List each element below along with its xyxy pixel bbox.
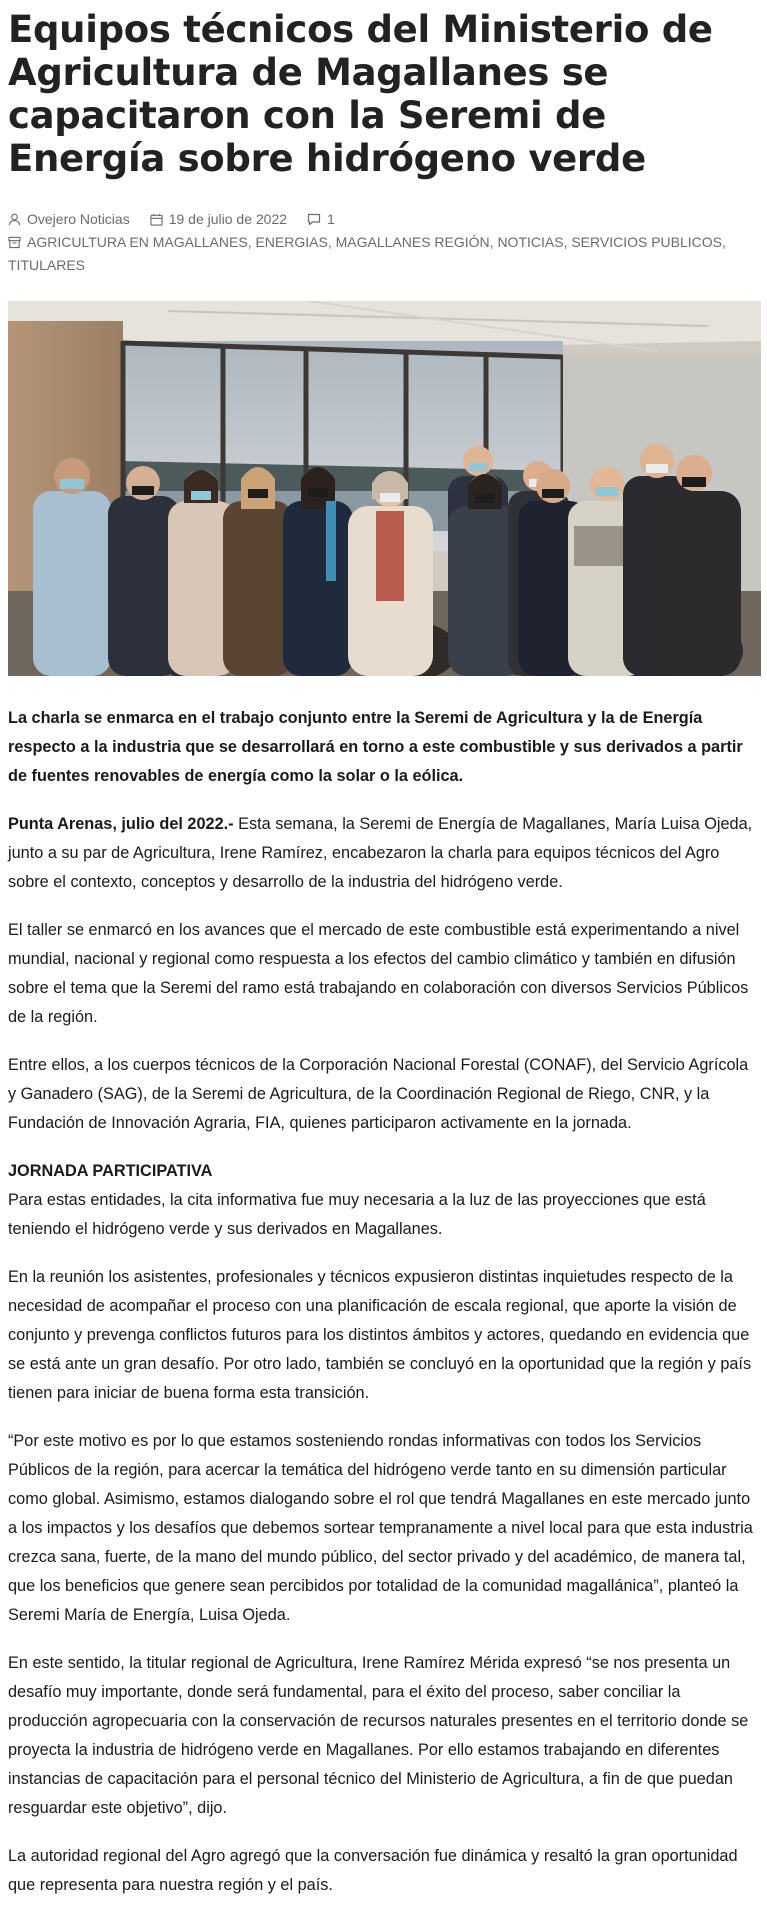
body-paragraph: Entre ellos, a los cuerpos técnicos de la Corporación Nacional Forestal (CONAF), del Servicio Agrícola y Ganadero (SAG), de la Seremi de Agricultura, de la Coordinación Regional de Riego, CNR, y la Fundación de Innovación Agraria, FIA, quienes participaron activamente en la jornada. (8, 1056, 749, 1132)
section-subheading: JORNADA PARTICIPATIVA (8, 1162, 213, 1180)
author-link[interactable]: Ovejero Noticias (27, 211, 130, 227)
comment-icon (307, 213, 321, 226)
user-icon (8, 213, 21, 226)
body-paragraph: “Por este motivo es por lo que estamos sosteniendo rondas informativas con todos los Servicios Públicos de la región, para acercar la temática del hidrógeno verde tanto en su dimensión particular como global. Asimismo, estamos dialogando sobre el rol que tendrá Magallanes en este mercado junto a los impactos y los desafíos que debemos sortear tempranamente a nivel local para que esta industria crezca sana, fuerte, de la mano del mundo público, del sector privado y del académico, de manera tal, que los beneficios que genere sean percibidos por totalidad de la comunidad magallánica”, planteó la Seremi María de Energía, Luisa Ojeda. (8, 1432, 753, 1624)
paragraph-text: Esta semana, la Seremi de Energía de Magallanes, María Luisa Ojeda, junto a su par de Agricultura, Irene Ramírez, encabezaron la charla para equipos técnicos del Agro sobre el contexto, conceptos y desarrollo de la industria del hidrógeno verde. (8, 815, 753, 891)
calendar-icon (150, 213, 163, 226)
category-link[interactable]: TITULARES (8, 257, 86, 273)
body-paragraph (8, 1157, 759, 1244)
dateline: Punta Arenas, julio del 2022.- (8, 815, 234, 833)
archive-icon (8, 236, 21, 249)
comments-link[interactable]: 1 (327, 211, 335, 227)
post-meta (8, 208, 759, 277)
category-link[interactable]: AGRICULTURA EN MAGALLANES (27, 234, 248, 250)
group-of-people (33, 444, 741, 676)
category-link[interactable]: ENERGIAS (255, 234, 328, 250)
body-paragraph: En la reunión los asistentes, profesionales y técnicos expusieron distintas inquietudes respecto de la necesidad de acompañar el proceso con una planificación de escala regional, que aporte la visión de conjunto y prevenga conflictos futuros para los distintos ámbitos y actores, quedando en evidencia que se está ante un gran desafío. Por otro lado, también se concluyó en la oportunidad que la región y país tienen para iniciar de buena forma esta transición. (8, 1268, 752, 1402)
body-paragraph: La autoridad regional del Agro agregó que la conversación fue dinámica y resaltó la gran oportunidad que representa para nuestra región y el país. (8, 1847, 738, 1894)
date-link[interactable]: 19 de julio de 2022 (168, 211, 288, 227)
category-link[interactable]: NOTICIAS (497, 234, 564, 250)
article-body (8, 704, 759, 1900)
body-paragraph (8, 810, 759, 897)
body-paragraph: En este sentido, la titular regional de Agricultura, Irene Ramírez Mérida expresó “se nos presenta un desafío muy importante, donde será fundamental, para el éxito del proceso, saber conciliar la producción agropecuaria con la conservación de recursos naturales presentes en el territorio donde se proyecta la industria de hidrógeno verde en Magallanes. Por ello estamos trabajando en diferentes instancias de capacitación para el personal técnico del Ministerio de Agricultura, a fin de que puedan resguardar este objetivo”, dijo. (8, 1654, 749, 1817)
featured-photo (8, 301, 761, 676)
meta-comments (307, 208, 335, 231)
meta-date (150, 208, 287, 231)
body-paragraph: El taller se enmarcó en los avances que el mercado de este combustible está experimentando a nivel mundial, nacional y regional como respuesta a los efectos del cambio climático y también en difusión sobre el tema que la Seremi del ramo está trabajando en colaboración con diversos Servicios Públicos de la región. (8, 921, 749, 1026)
paragraph-text: Para estas entidades, la cita informativa fue muy necesaria a la luz de las proyecciones que está teniendo el hidrógeno verde y sus derivados en Magallanes. (8, 1191, 706, 1238)
meta-author (8, 208, 130, 231)
article-title: Equipos técnicos del Ministerio de Agricultura de Magallanes se capacitaron con la Seremi de Energía sobre hidrógeno verde (8, 8, 713, 180)
category-link[interactable]: SERVICIOS PUBLICOS (571, 234, 723, 250)
category-list: AGRICULTURA EN MAGALLANES, ENERGIAS, MAGALLANES REGIÓN, NOTICIAS, SERVICIOS PUBLICOS, TITULARES (8, 234, 726, 273)
category-link[interactable]: MAGALLANES REGIÓN (335, 234, 490, 250)
lead-paragraph: La charla se enmarca en el trabajo conjunto entre la Seremi de Agricultura y la de Energía respecto a la industria que se desarrollará en torno a este combustible y sus derivados a partir de fuentes renovables de energía como la solar o la eólica. (8, 709, 743, 785)
